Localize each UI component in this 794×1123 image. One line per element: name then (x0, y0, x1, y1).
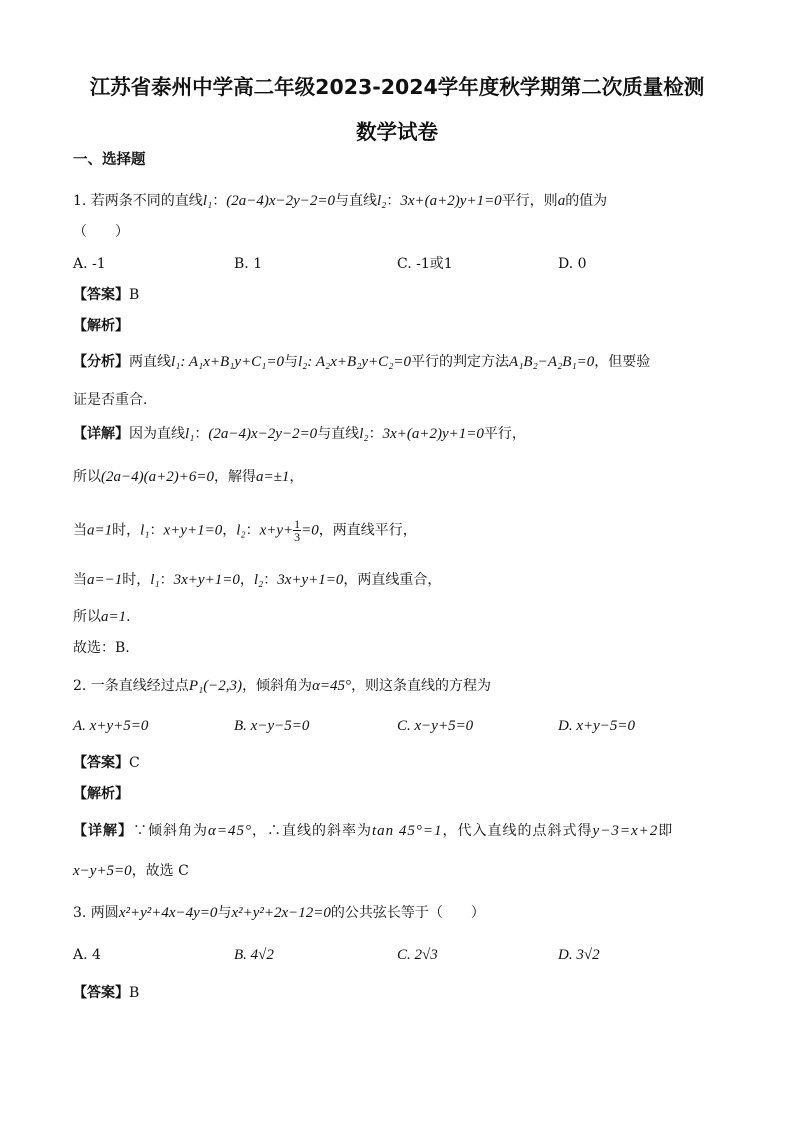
q3-stem: 3. 两圆x²+y²+4x−4y=0与x²+y²+2x−12=0的公共弦长等于（ ） (73, 905, 485, 921)
q3-answer: 【答案】B (73, 985, 140, 1001)
q3-option-a: A. 4 (73, 947, 101, 963)
section-heading: 一、选择题 (73, 152, 146, 168)
q1-detail: 【详解】因为直线l₁：(2a−4)x−2y−2=0与直线l₂：3x+(a+2)y+1=0平行， (73, 426, 526, 442)
q1-option-c: C. -1或1 (397, 256, 453, 272)
q3-option-b: B. 4√2 (234, 947, 274, 963)
exam-subtitle: 数学试卷 (356, 120, 438, 144)
q1-paren: （ ） (73, 224, 129, 240)
q1-choose: 故选：B. (73, 640, 130, 656)
q1-stem: 1. 若两条不同的直线l₁：(2a−4)x−2y−2=0与直线l₂：3x+(a+2)y+1=0平行，则a的值为 (73, 193, 608, 209)
q1-option-a: A. -1 (73, 256, 106, 272)
q3-option-c: C. 2√3 (397, 947, 438, 963)
exam-title: 江苏省泰州中学高二年级2023-2024学年度秋学期第二次质量检测 (89, 75, 705, 99)
q2-stem: 2. 一条直线经过点P₁(−2,3)，倾斜角为α=45°，则这条直线的方程为 (73, 678, 492, 694)
q1-analysis-heading: 【解析】 (73, 318, 129, 334)
q2-option-c: C. x−y+5=0 (397, 718, 474, 734)
q1-step2: 当a=1时，l₁：x+y+1=0，l₂：x+y+ $\frac{1}{3}$ =0，两直线平行， (73, 517, 417, 544)
q1-option-b: B. 1 (234, 256, 263, 272)
q1-step3: 当a=−1时，l₁：3x+y+1=0，l₂：3x+y+1=0，两直线重合， (73, 572, 442, 588)
q1-option-d: D. 0 (558, 256, 587, 272)
q2-answer: 【答案】C (73, 755, 140, 771)
q3-option-d: D. 3√2 (558, 947, 600, 963)
q2-analysis-heading: 【解析】 (73, 786, 129, 802)
q1-step1: 所以(2a−4)(a+2)+6=0，解得a=±1， (73, 469, 304, 485)
q1-fenxi: 【分析】两直线l₁: A₁x+B₁y+C₁=0与l₂: A₂x+B₂y+C₂=0平行的判定方法A₁B₂−A₂B₁=0，但要验 (73, 354, 651, 370)
q2-detail: 【详解】∵倾斜角为α=45°，∴直线的斜率为tan 45°=1，代入直线的点斜式得y−3=x+2即 (73, 823, 674, 839)
q1-step4: 所以a=1. (73, 609, 131, 625)
q2-option-d: D. x+y−5=0 (558, 718, 636, 734)
q1-fenxi-cont: 证是否重合. (73, 392, 148, 408)
q2-detail-cont: x−y+5=0，故选 C (73, 863, 189, 879)
q2-option-b: B. x−y−5=0 (234, 718, 310, 734)
q1-answer: 【答案】B (73, 287, 140, 303)
q2-option-a: A. x+y+5=0 (73, 718, 149, 734)
fraction-one-third: $\frac{1}{3}$ (294, 517, 301, 544)
